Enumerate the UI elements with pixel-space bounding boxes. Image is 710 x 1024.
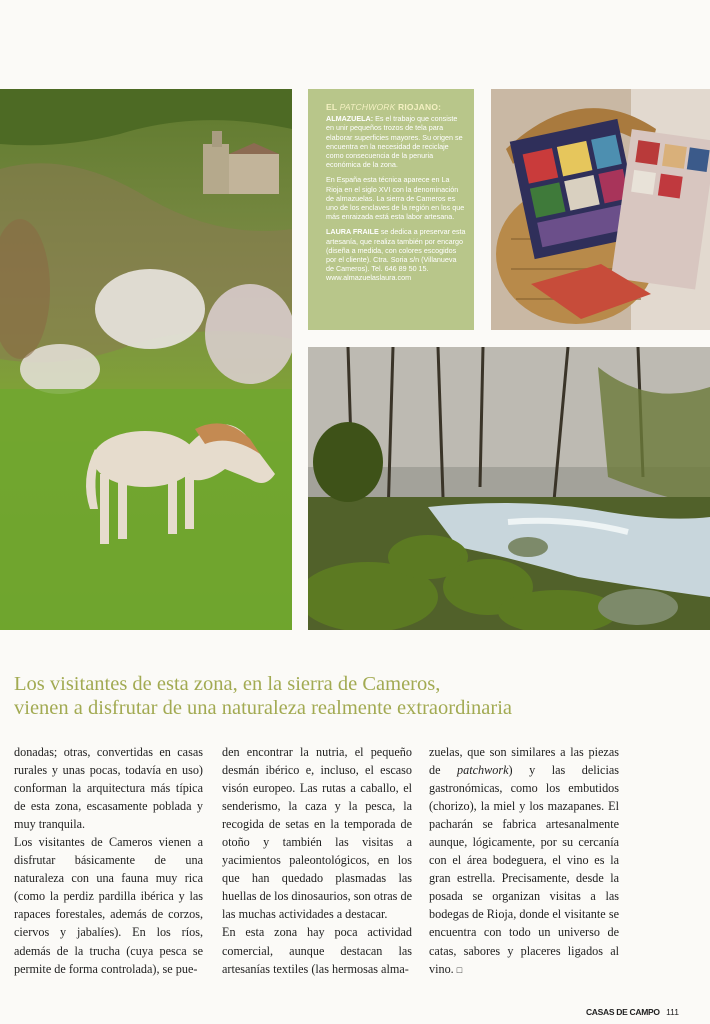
headline-line: Los visitantes de esta zona, en la sierra de Cameros,: [14, 673, 441, 695]
photo-forest-river: [308, 347, 710, 630]
body-paragraph: zuelas, que son similares a las piezas de patchwork) y las delicias gastronómicas, como los embutidos (chorizo), la miel y los mazapanes. El pacharán se fabrica artesanalmente aunque, lógicamente, por su cercanía con el área bodeguera, el vino es la gran estrella. Precisamente, desde la posada se organizan visitas a las bodegas de Rioja, donde el visitante se encuentra con todo un universo de catas, sabores y placeres ligados al vino. □: [429, 745, 619, 976]
page-footer: [586, 1007, 679, 1017]
headline-line: vienen a disfrutar de una naturaleza realmente extraordinaria: [14, 697, 512, 719]
sidebar-box: [308, 89, 474, 330]
photo-patchwork-basket: [491, 89, 710, 330]
body-column-1: [14, 743, 203, 978]
headline: [14, 672, 704, 720]
photo-horse-meadow: [0, 89, 292, 630]
body-paragraph: donadas; otras, convertidas en casas rurales y unas pocas, todavía en uso) conforman la arquitectura más típica de esta zona, escasamente poblada y muy tranquila.: [14, 745, 203, 832]
body-column-2: [222, 743, 412, 978]
sidebar-paragraph: ALMAZUELA: Es el trabajo que consiste en unir pequeños trozos de tela para elaborar superficies mayores. Su origen se encuentra en la necesidad de reciclaje como consecuencia de la penuria económica de la zona.: [326, 114, 463, 170]
magazine-brand: CASAS DE CAMPO: [585, 1007, 660, 1017]
sidebar-title: EL PATCHWORK RIOJANO:: [326, 102, 442, 112]
body-column-3: [429, 743, 619, 979]
body-paragraph: Los visitantes de Cameros vienen a disfrutar básicamente de una naturaleza con una fauna muy rica (como la perdiz pardilla ibérica y las rapaces forestales, además de corzos, ciervos y jabalíes). En los ríos, además de la trucha (cuya pesca se permite de forma controlada), se pue-: [14, 835, 203, 976]
body-paragraph: En esta zona hay poca actividad comercial, aunque destacan las artesanías textiles (las hermosas alma-: [222, 925, 412, 976]
sidebar-paragraph: LAURA FRAILE se dedica a preservar esta artesanía, que realiza también por encargo (diseña a medida, con colores escogidos por el cliente). Ctra. Soria s/n (Villanueva de Cameros). Tel. 646 89 50 15. www.almazuelaslaura.com: [326, 227, 466, 283]
body-paragraph: den encontrar la nutria, el pequeño desmán ibérico e, incluso, el escaso visón europeo. Las rutas a caballo, el senderismo, la caza y la pesca, la recogida de setas en la temporada de otoño y también las visitas a yacimientos paleontológicos, en los que han quedado plasmadas las huellas de los dinosaurios, son otras de las muchas actividades a destacar.: [222, 745, 412, 922]
page-number: 111: [666, 1007, 679, 1017]
sidebar-paragraph: En España esta técnica aparece en La Rioja en el siglo XVI con la denominación de almazuelas. La sierra de Cameros es uno de los enclaves de la región en los que más enraizada está esta labor artesana.: [326, 175, 465, 222]
end-mark: □: [456, 964, 463, 975]
